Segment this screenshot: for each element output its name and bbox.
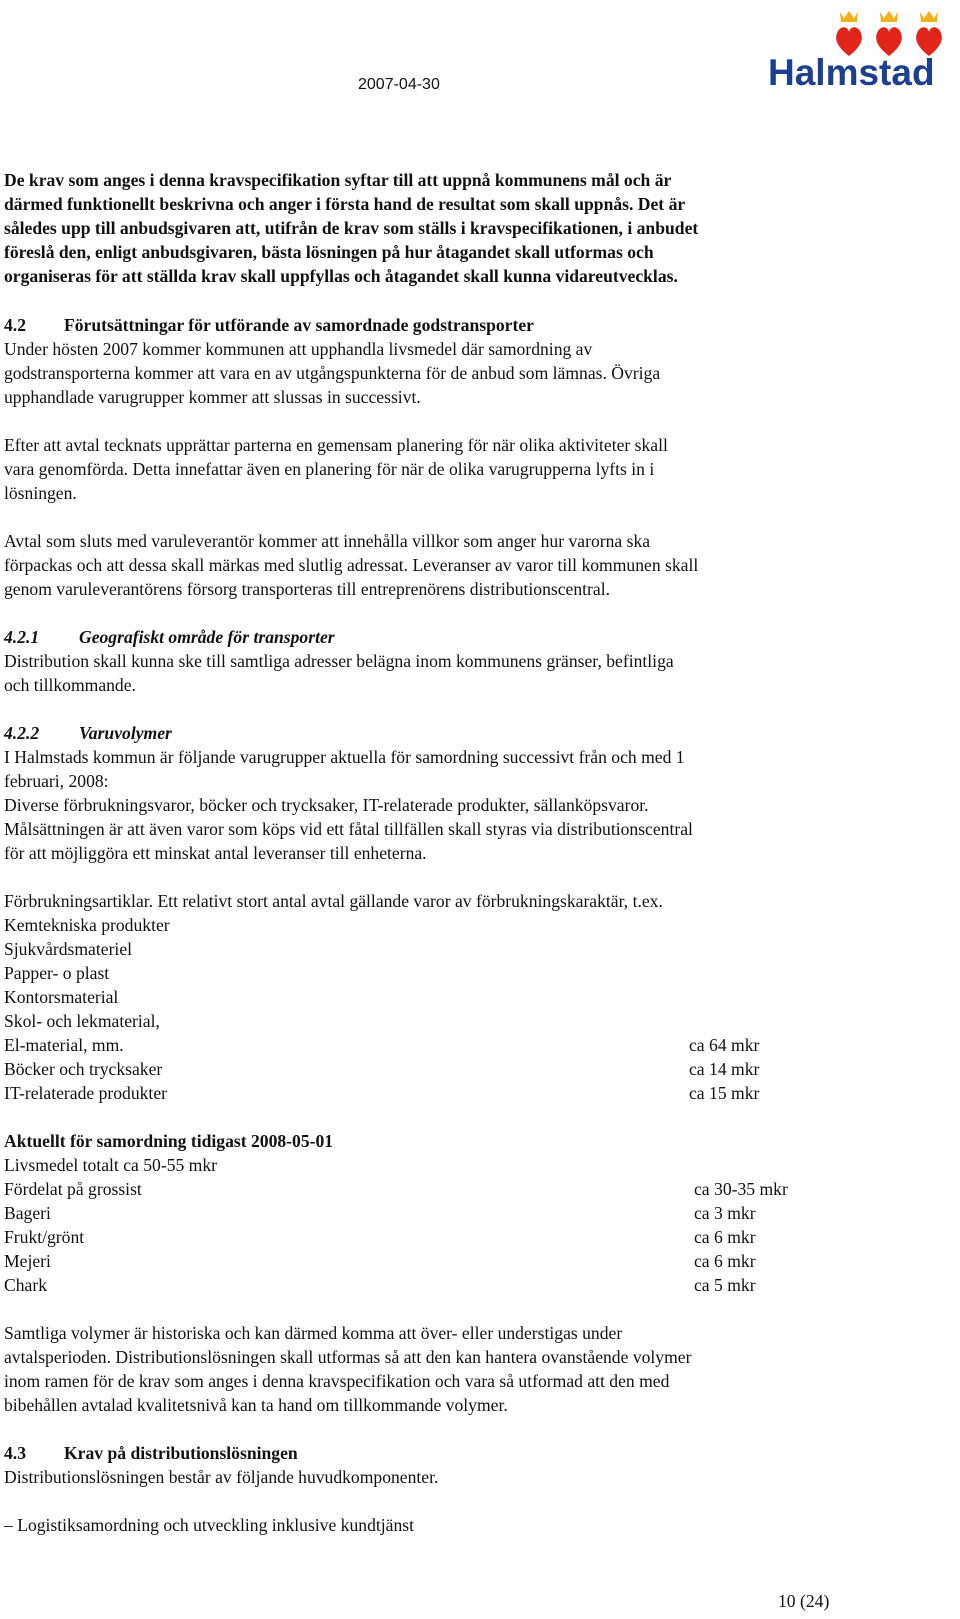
paragraph-line: Samtliga volymer är historiska och kan därmed komma att över- eller understigas under <box>4 1323 623 1343</box>
section-title: Geografiskt område för transporter <box>79 627 335 647</box>
volume-item-value: ca 15 mkr <box>689 1083 760 1103</box>
section-heading-4-2 <box>4 313 534 337</box>
intro-line: föreslå den, enligt anbudsgivaren, bästa lösningen på hur åtagandet skall utformas och <box>4 242 654 262</box>
volume-item-label: Böcker och trycksaker <box>4 1059 163 1079</box>
food-item-value: ca 3 mkr <box>694 1203 756 1223</box>
paragraph-line: genom varuleverantörens försorg transporteras till entreprenörens distributionscentral. <box>4 579 610 599</box>
section-heading-4-2-1 <box>4 625 335 649</box>
bullet-item: – Logistiksamordning och utveckling inklusive kundtjänst <box>4 1515 414 1535</box>
paragraph-line: inom ramen för de krav som anges i denna kravspecifikation och vara så utformad att den med <box>4 1371 670 1391</box>
section-title: Varuvolymer <box>79 723 172 743</box>
paragraph-line: Distributionslösningen består av följande huvudkomponenter. <box>4 1467 439 1487</box>
section-number: 4.3 <box>4 1443 26 1463</box>
paragraph-line: Förbrukningsartiklar. Ett relativt stort antal avtal gällande varor av förbrukningskaraktär, t.ex. <box>4 891 663 911</box>
volume-item-label: Papper- o plast <box>4 963 110 983</box>
paragraph-line: godstransporterna kommer att vara en av utgångspunkterna för de anbud som lämnas. Övriga <box>4 363 661 383</box>
paragraph-line: och tillkommande. <box>4 675 136 695</box>
food-item-label: Fördelat på grossist <box>4 1179 142 1199</box>
intro-line: därmed funktionellt beskrivna och anger i första hand de resultat som skall uppnås. Det är <box>4 194 686 214</box>
food-item-label: Frukt/grönt <box>4 1227 85 1247</box>
intro-line: organiseras för att ställda krav skall uppfyllas och åtagandet skall kunna vidareutvecklas. <box>4 266 678 286</box>
paragraph-line: för att möjliggöra ett minskat antal leveranser till enheterna. <box>4 843 427 863</box>
section-title: Krav på distributionslösningen <box>64 1443 298 1463</box>
volume-item-label: Kemtekniska produkter <box>4 915 170 935</box>
food-item-label: Mejeri <box>4 1251 51 1271</box>
volume-item-label: Kontorsmaterial <box>4 987 119 1007</box>
volume-item-label: Sjukvårdsmateriel <box>4 939 133 959</box>
paragraph-line: Målsättningen är att även varor som köps vid ett fåtal tillfällen skall styras via distributionscentral <box>4 819 693 839</box>
paragraph-line: vara genomförda. Detta innefattar även en planering för när de olika varugrupperna lyfts in i <box>4 459 655 479</box>
intro-line: De krav som anges i denna kravspecifikation syftar till att uppnå kommunens mål och är <box>4 170 672 190</box>
paragraph-line: avtalsperioden. Distributionslösningen skall utformas så att den kan hantera ovanstående volymer <box>4 1347 692 1367</box>
paragraph-line: lösningen. <box>4 483 77 503</box>
paragraph-line: upphandlade varugrupper kommer att slussas in successivt. <box>4 387 421 407</box>
food-item-label: Chark <box>4 1275 47 1295</box>
food-item-value: ca 6 mkr <box>694 1251 756 1271</box>
paragraph-line: Diverse förbrukningsvaror, böcker och trycksaker, IT-relaterade produkter, sällanköpsvaror. <box>4 795 649 815</box>
section-title: Förutsättningar för utförande av samordnade godstransporter <box>64 315 534 335</box>
section-number: 4.2.2 <box>4 723 40 743</box>
paragraph-line: februari, 2008: <box>4 771 109 791</box>
intro-line: således upp till anbudsgivaren att, utifrån de krav som ställs i kravspecifikationen, i anbudet <box>4 218 699 238</box>
document-date: 2007-04-30 <box>358 76 440 93</box>
page-number: 10 (24) <box>778 1591 830 1611</box>
volume-item-label: Skol- och lekmaterial, <box>4 1011 160 1031</box>
paragraph-line: I Halmstads kommun är följande varugrupper aktuella för samordning successivt från och med 1 <box>4 747 685 767</box>
volume-item-label: IT-relaterade produkter <box>4 1083 167 1103</box>
logo-wordmark: Halmstad <box>768 52 935 93</box>
volume-item-value: ca 14 mkr <box>689 1059 760 1079</box>
food-item-label: Bageri <box>4 1203 51 1223</box>
paragraph-line: bibehållen avtalad kvalitetsnivå kan ta hand om tillkommande volymer. <box>4 1395 508 1415</box>
section-heading-4-2-2 <box>4 721 172 745</box>
halmstad-logo <box>768 10 958 92</box>
paragraph-line: Distribution skall kunna ske till samtliga adresser belägna inom kommunens gränser, befintliga <box>4 651 674 671</box>
food-item-value: ca 6 mkr <box>694 1227 756 1247</box>
volume-item-label: El-material, mm. <box>4 1035 124 1055</box>
paragraph-line: förpackas och att dessa skall märkas med slutlig adressat. Leveranser av varor till kommunen skall <box>4 555 699 575</box>
volume-item-value: ca 64 mkr <box>689 1035 760 1055</box>
paragraph-line: Under hösten 2007 kommer kommunen att upphandla livsmedel där samordning av <box>4 339 593 359</box>
food-item-value: ca 5 mkr <box>694 1275 756 1295</box>
food-item-value: ca 30-35 mkr <box>694 1179 788 1199</box>
paragraph-line: Efter att avtal tecknats upprättar parterna en gemensam planering för när olika aktiviteter skall <box>4 435 668 455</box>
section-number: 4.2.1 <box>4 627 40 647</box>
crown-hearts-icon <box>834 10 954 58</box>
paragraph-line: Avtal som sluts med varuleverantör kommer att innehålla villkor som anger hur varorna ska <box>4 531 651 551</box>
section-number: 4.2 <box>4 315 26 335</box>
aktuellt-total: Livsmedel totalt ca 50-55 mkr <box>4 1155 218 1175</box>
aktuellt-heading: Aktuellt för samordning tidigast 2008-05-01 <box>4 1131 334 1151</box>
section-heading-4-3 <box>4 1441 298 1465</box>
